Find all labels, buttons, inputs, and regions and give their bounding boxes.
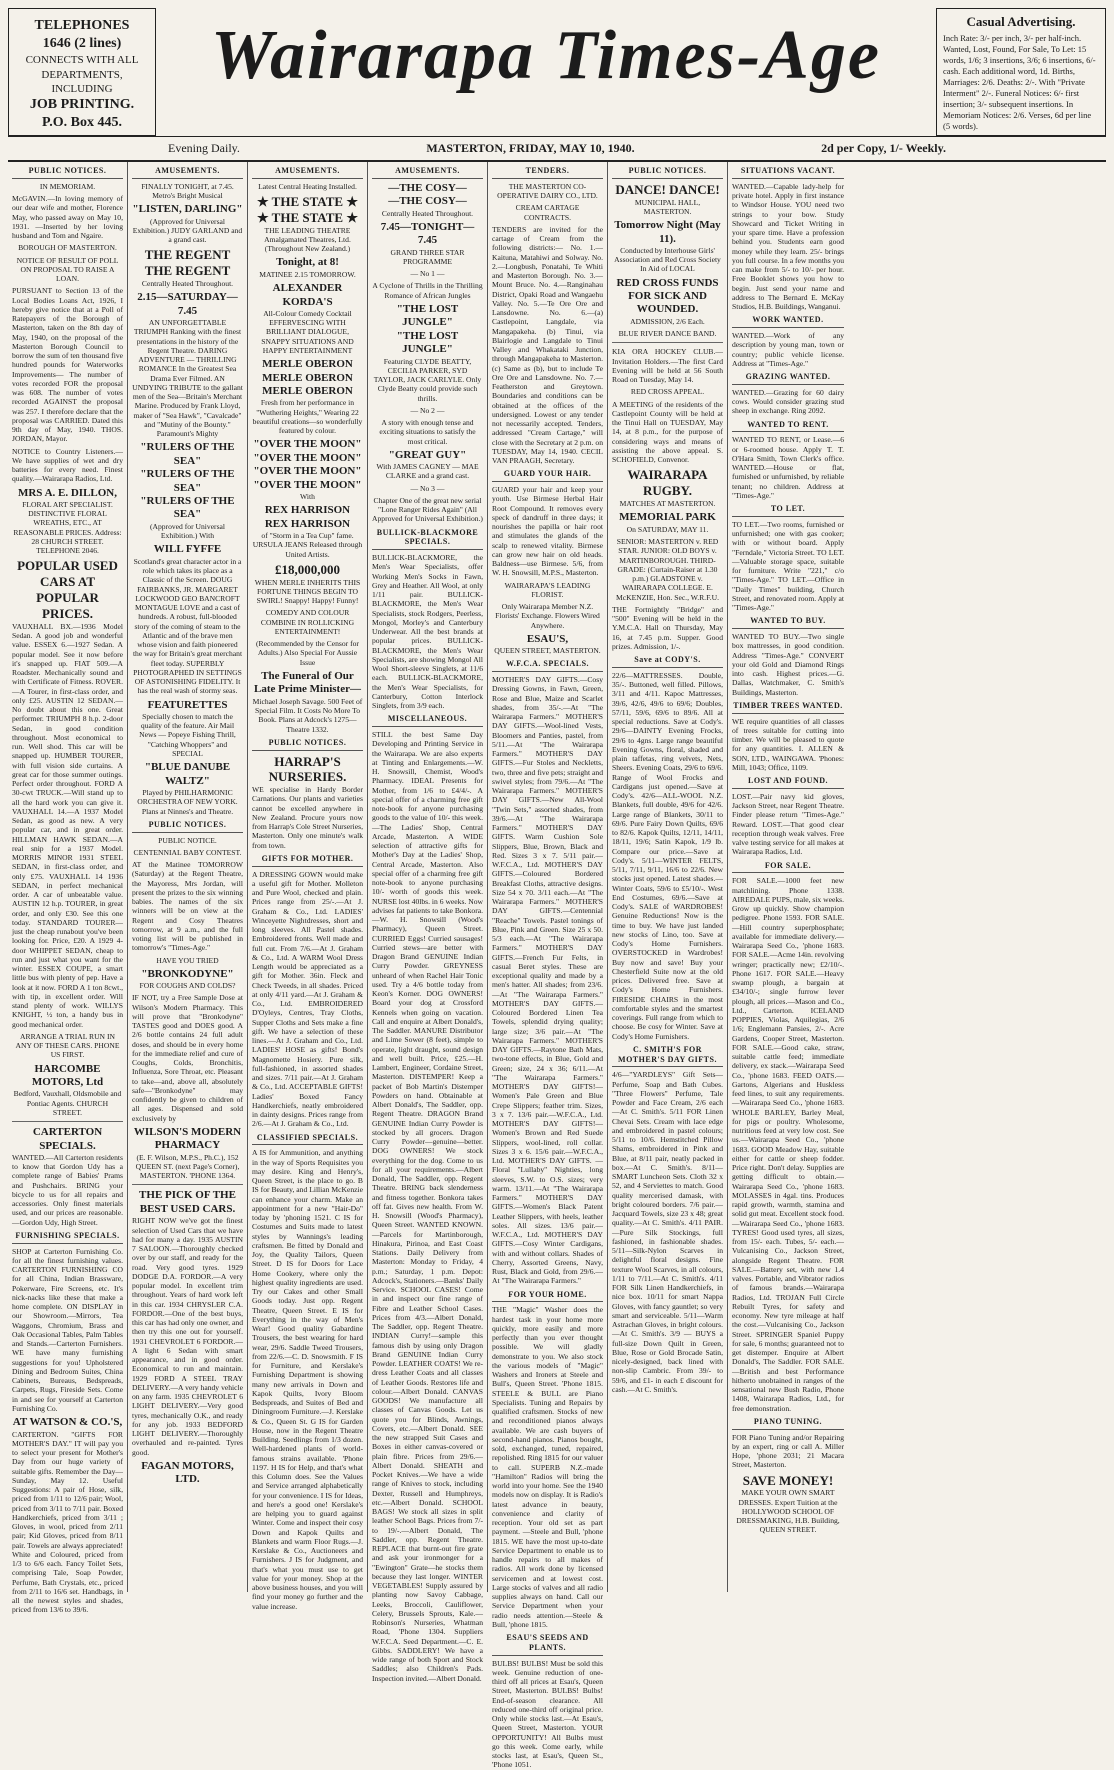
divider	[612, 342, 723, 343]
column-5: TENDERS. THE MASTERTON CO-OPERATIVE DAIRY CO., LTD. CREAM CARTAGE CONTRACTS. TENDERS are invited for the cartage of Cream from the following districts:— No. 1.—Kaituna, Matahiwi and Solway. No. 2.—Longbush, Ponatahi, Te Whiti and Masterton Borough. No. 3.—Mount Bruce. No. 4.—Ranginahau District, Opaki Road and Wangaehu Valley. No. 5.—Te Ore Ore and Lansdowne. No. 6.—(a) Castlepoint, Langdale, via Mangapakeha. (b) Tinui, via Blairlogie and Langdale to Tinui Valley and Whakataki Junction, through Mangapakeha to Masterton. (c) Same as (b), but to include Te Ore Ore and Lansdowne. No. 7.—Featherston and Greytown. Boundaries and conditions can be obtained at the offices of the undersigned. Lowest or any tender not necessarily accepted. Tenders, addressed "Cream Cartage," will close with the Secretary at 2 p.m. on TUESDAY, May 14, 1940. CECIL VAN PRAAGH, Secretary. GUARD YOUR HAIR. GUARD your hair and keep your youth. Use Birmese Herbal Hair Root Compound. It removes every speck of dandruff in three days; it nourishes the papilla or hair root and stimulates the glands of the scalp to renewed vitality. Birmese can grow new hair on old heads. Baldness—use Birmese. 5/6, from W. H. Snowsill, M.P.S., Masterton. WAIRARAPA'S LEADING FLORIST. Only Wairarapa Member N.Z. Florists' Exchange. Flowers Wired Anywhere. ESAU'S, QUEEN STREET, MASTERTON. W.F.C.A. SPECIALS. MOTHER'S DAY GIFTS.—Cosy Dressing Gowns, in Fawn, Green, Rose and Blue, Maize and Scarlet shades, from 35/-.—At "The Wairarapa Farmers." MOTHER'S DAY GIFTS.—Wool-lined Vests, Bloomers and Panties, pastel, from 5/11.—At "The Wairarapa Farmers." MOTHER'S DAY GIFTS.—Fur Stoles and Neckletts, two, three and five pets; straight and swivel styles; from 79/6.—At "The Wairarapa Farmers." MOTHER'S DAY GIFTS.—New All-Wool "Twin Sets," assorted shades, from 39/6.—At "The Wairarapa Farmers." MOTHER'S DAY GIFTS. Warm Cushion Sole Slippers, Blue, Brown, Black and Red. Sizes 3 x 7. 5/11 pair.—W.F.C.A., Ltd. MOTHER'S DAY GIFTS.—Coloured Bordered Breakfast Cloths, attractive designs. Size 54 x 70. 3/11 each.—At "The Wairarapa Farmers." MOTHER'S DAY GIFTS.—Centennial "Reache" Towels. Pastel tonings of Blue, Pink and Green. Size 25 x 50. 5/3 each.—At "The Wairarapa Farmers." MOTHER'S DAY GIFTS.—French Fur Felts, in casual Beret styles. These are exceptional quality and made by a men's hatter. All shades; from 23/6.—At "The Wairarapa Farmers." MOTHER'S DAY GIFTS.—Coloured Bordered Linen Tea Towels, splendid drying quality; large size; 3/6 pair.—At "The Wairarapa Farmers." MOTHER'S DAY GIFTS.—Raytone Bath Mats, two-tone effects, in Blue, Gold and Green; size, 24 x 36; 6/11.—At "The Wairarapa Farmers." MOTHER'S DAY GIFTS!—Women's Pale Green and Blue Crepe Slippers; feather trim. Sizes, 3 x 7. 13/6 pair.—W.F.C.A., Ltd. MOTHER'S DAY GIFTS!—Women's Brown and Red Suede Slippers, wool-lined, roll collar. Sizes 3 x 6. 15/6 pair.—W.F.C.A., Ltd. MOTHER'S DAY GIFTS. — Floral "Lullaby" Nighties, long sleeves, S.W. to O.S. sizes; very warm. 13/11.—At "The Wairarapa Farmers." MOTHER'S DAY GIFTS.—Women's Black Patent Leather Slippers, with heels, leather soles. All sizes. 13/6 pair.—W.F.C.A., Ltd. MOTHER'S DAY GIFTS.—Cosy Winter Cardigans, with and without collars. Shades of Cherry, Assorted Greens, Navy, Rust, Black and Gold, from 29/6.—At "The Wairarapa Farmers." FOR YOUR HOME. THE "Magic" Washer does the hardest task in your home more quickly, more easily and more perfectly than you ever thought possible. We will gladly demonstrate to you. We also stock the various models of "Magic" Washers and Ironers at Steele and Bull's, Queen Street. 'Phone 1815. STEELE & BULL are Piano Specialists. Tuning and Repairs by qualified craftsmen. Stocks of new and reconditioned pianos always available. We are cash buyers of second-hand pianos. Pianos bought, sold, exchanged, tuned, repaired, repolished. Ring 1815 for our valuer to call. SUPERB N.Z.-made "Hamilton" Radios will bring the world into your home. See the 1940 models now on display. It is Radio's latest advance in beauty, convenience and clarity of reception. Your old set as part payment. —Steele and Bull, 'phone 1815. WE have the most up-to-date Service Department to enable us to handle repairs to all makes of radios. All work done by licensed servicemen and at lowest cost. Large stocks of valves and all radio supplies always on hand. Call our Service Department when your radio needs attention.—Steele & Bull, 'phone 1815. ESAU'S SEEDS AND PLANTS. BULBS! BULBS! Must be sold this week. Genuine reduction of one-third off all prices at Esau's, Queen Street, Masterton. BULBS! Bulbs! End-of-season clearance. All reduced one-third off original price. Only while stocks last.—At Esau's, Queen Street, Masterton. YOUR OPPORTUNITY! All Bulbs must go this week. Come early, while stocks last, at Esau's, Queen St., 'Phone 1051.	[488, 162, 608, 1592]
dateline-center: MASTERTON, FRIDAY, MAY 10, 1940.	[426, 141, 635, 155]
dateline	[8, 137, 1106, 162]
dateline-right: 2d per Copy, 1/- Weekly.	[821, 141, 946, 155]
advertising-rates-box: Casual Advertising. Inch Rate: 3/- per inch, 3/- per half-inch. Wanted, Lost, Found, For Sale, To Let: 15 words, 1/6; 3 insertions, 3/6; 6 insertions, 6/- cash. Each additional word, 1d. Births, Marriages: 2/6. Deaths: 2/-. With "Private Interment" 2/-. Funeral Notices: 6/- first insertion; 3/- subsequent insertions. In Memoriam Notices: 2/6. Verses, 6d per line (5 words).	[936, 8, 1106, 136]
divider	[132, 1184, 243, 1185]
masthead	[8, 8, 1106, 137]
dateline-left: Evening Daily.	[168, 141, 240, 155]
column-1: PUBLIC NOTICES. IN MEMORIAM. McGAVIN.—In loving memory of our dear wife and mother, Florence May, who passed away on May 10, 1931. —Inserted by her loving husband and Tom and Ngaire. BOROUGH OF MASTERTON. NOTICE OF RESULT OF POLL ON PROPOSAL TO RAISE A LOAN. PURSUANT to Section 13 of the Local Bodies Loans Act, 1926, I hereby give notice that at a Poll of Ratepayers of the Borough of Masterton, taken on the 8th day of May, 1940, on the proposal of the Masterton Borough Council to borrow the sum of ten thousand five hundred pounds for Waterworks Improvements— The number of votes recorded FOR the proposal was 608. The number of votes recorded AGAINST the proposal was 257. I therefore declare that the proposal was CARRIED. Dated this 9th day of May, 1940. THOS. JORDAN, Mayor. NOTICE to Country Listeners.—We have supplies of wet and dry batteries for every need. Finest quality.—Wairarapa Radios, Ltd. MRS A. E. DILLON, FLORAL ART SPECIALIST. DISTINCTIVE FLORAL WREATHS, ETC., AT REASONABLE PRICES. Address: 28 CHURCH STREET. TELEPHONE 2046. POPULAR USED CARS AT POPULAR PRICES. VAUXHALL BX.—1936 Model Sedan. A good job and wonderful value. ESSEX 6.—1927 Sedan. A popular model. See it now before it's snapped up. FIAT 509.—A Roadster. Mechanically sound and with Certificate of Fitness. ROVER.—A Tourer, in first-class order, and only £25. AUSTIN 12 SEDAN.—No doubt about this one. Great performer. TRIUMPH 8 h.p. 2-door Sedan, in good condition throughout. Most economical to run. Well shod. This car will be snapped up. HUMBER TOURER, with full vision side curtains. A great car for those summer outings. Perfect order throughout. FORD A 30-cwt TRUCK.—Will stand up to all the hard work you can give it. VAUXHALL 14.—A 1937 Model Sedan, as good as new. A very popular car, and in great order. HILLMAN HAWK SEDAN.—A real snip for a 1937 Model. MORRIS MINOR 1931 STEEL SEDAN, in first-class order, and only £75. VAUXHALL 14 1936 SEDAN, in perfect mechanical order. A car of unbeatable value. AUSTIN 12 h.p. TOURER, in great order, and only £30. See this one today. STANDARD TOURER—just the cheap runabout you've been looking for. Price, £20. A 1929 4-door WHIPPET SEDAN, cheap to run and just what you want for the winter. ESSEX COUPE, a smart little bus with plenty of pep. Have a look at it now. FORD A 1 ton 8cwt., with tip, in excellent order. Will stand plenty of work. WILLYS KNIGHT, ½ ton, a handy bus in good mechanical order. ARRANGE A TRIAL RUN IN ANY OF THESE CARS. PHONE US FIRST. HARCOMBE MOTORS, Ltd Bedford, Vauxhall, Oldsmobile and Pontiac Agents. CHURCH STREET. CARTERTON SPECIALS. WANTED.—All Carterton residents to know that Gordon Udy has a complete range of Babies' Prams and Pushchairs. BRING your bicycle to us for all repairs and accessories. Only finest materials used, and our prices are reasonable.—Gordon Udy, High Street. FURNISHING SPECIALS. SHOP at Carterton Furnishing Co. for all the finest furnishing values. CARTERTON FURNISHING CO for all China, Indian Brassware, Pokerware, Fire Screens, etc. It's nick-nacks like these that make a home complete. ON DISPLAY in our Showroom.—Mirrors, Tea Waggons, Chromium, Brass and Oak Occasional Tables, Palm Tables and Stands.—Carterton Furnishers. WE have many furnishing suggestions for you! Upholstered Dining and Bedroom Suites, China Cabinets, Bureaus, Bedspreads, Carpets, Rugs, Fireside Sets. Come in and see for yourself at Carterton Furnishing Co. AT WATSON & CO.'S, CARTERTON. "GIFTS FOR MOTHER'S DAY." IT will pay you to select your present for Mother's Day from our huge variety of suitable gifts. Remember the Day—Sunday, May 12. Useful Suggestions: A pair of Hose, silk, priced from 1/11 to 12/6 pair; Wool, priced from 3/11 to 7/11 pair. Boxed Handkerchiefs, priced from 3/11 ; Gloves, in wool, priced from 2/11 pair; Kid Gloves, priced from 8/11 pair. Towels are always appreciated! White and Coloured, priced from 1/3 to 6/6 each. Fancy Toilet Sets, comprising Tale, Soap Powder, Perfume, Bath Crystals, etc., priced from 2/11 to 16/6 set. Handbags, in all the newest styles and shades, priced from 13/6 to 39/6.	[8, 162, 128, 1592]
divider	[12, 1121, 123, 1122]
newspaper-page	[8, 8, 1106, 1770]
column-7: SITUATIONS VACANT. WANTED.—Capable lady-help for private hotel. Apply in first instance to Windsor House. YOU need two strings to your bow. Study Showcard and Ticket Writing in your spare time. Have a profession behind you. Students earn good money while they learn. 25/- brings you full course. In a few months you can make from 5/- to 10/- per hour. Free Booklet shows you how to begin. Just send your name and address to The Bernard E. McKay Studios, H.B. Buildings, Wanganui. WORK WANTED. WANTED.—Work of any description by young man, town or country; public vehicle license. Address at "Times-Age." GRAZING WANTED. WANTED.—Grazing for 60 dairy cows. Would consider grazing stud sheep in exchange. Ring 2092. WANTED TO RENT. WANTED TO RENT, or Lease.—6 or 6-roomed house. Apply T. T. O'Hara Smith, Town Clerk's office. WANTED.—House or flat, furnished or unfurnished, by reliable tenant; no children. Address at "Times-Age." TO LET. TO LET.—Two rooms, furnished or unfurnished; one with gas cooker; with or without board. Apply "Ferndale," Victoria Street. TO LET.—Valuable storage space, suitable for furniture. Write "221," c/o "Times-Age." TO LET.—Office in "Daily Times" building, Church Street, and renovated room. Apply at "Times-Age." WANTED TO BUY. WANTED TO BUY.—Two single box mattresses, in good condition. Address "Times-Age." CONVERT your old Gold and Diamond Rings into cash. Highest prices.—G. Dallas, Watchmaker, C. Smith's Buildings, Masterton. TIMBER TREES WANTED. WE require quantities of all classes of trees suitable for cutting into timber. We will be pleased to quote for any quantities. I. ALLEN & SON, LTD., WAINGAWA. 'Phones: Mill, 1043; Office, 1109. LOST AND FOUND. LOST.—Pair navy kid gloves, Jackson Street, near Regent Theatre. Finder please return "Times-Age." Reward. LOST.—That good clear reception through weak valves. Free valve testing service for all makes at Wairarapa Radios, Ltd. FOR SALE. FOR SALE.—1000 feet new matchlining. Phone 1338. AIREDALE PUPS, male, six weeks. Grow up quickly. Show champion pedigree. Phone 1593. FOR SALE.—Hill country superphosphate; available for immediate delivery.—Wairarapa Seed Co., 'phone 1683. FOR SALE.—Acme 14in. revolving wringer; practically new; £2/10/-. Phone 1617. FOR SALE.—Heavy swamp plough, a bargain at £34/10/-; single furrow lever plough, all prices.—Mason and Co., Ltd., Carterton. ICELAND POPPIES, Violas, Aquilegias, 2/6 1/6; Englemann Pansies, 2/-. Acre Gardens, Cooper Street, Masterton. FOR SALE.—Good cake, straw, suitable cattle feed; immediate delivery, ex stack.—Wairarapa Seed Co., 'phone 1683. FEED OATS.—Gartons, Algerians and Huskless feed lines, to suit any requirements.—Wairarapa Seed Co., 'phone 1683. WHOLE BARLEY, Barley Meal, for pigs or poultry. Wholesome, nutritious feed at very low cost. See us.—Wairarapa Seed Co., 'phone 1683. GOOD Meadow Hay, suitable either for cattle or sheep fodder. Price right. Don't delay. Supplies are getting difficult to obtain.—Wairarapa Seed Co., 'phone 1683. MOLASSES in 4gal. tins. Produces rapid growth, warmth, stamina and solid gut meat. Excellent stock food.—Wairarapa Seed Co., 'phone 1683. TYRES! Good used tyres, all sizes, from 15/- each. Tubes, 5/- each.—Vulcanising Co., Jackson Street, alongside Regent Theatre. FOR SALE.—Battery set, with new 1.4 valves. Portable, and Vibrator radios of famous brands.—Wairarapa Radios, Ltd. TROJAN Full Circle Rebuilt Tyres, for safety and economy. New tyre mileage at half the cost.—Vulcanising Co., Jackson Street. SPRINGER Spaniel Puppy for sale, 6 months; guaranteed not to get distemper. Enquire at Albert Donald's, The Saddler. FOR SALE.—British and best Performance hitherto unobtained in ranges of the sensational new Bush Radio, Phone 1408, Wairarapa Radios, Ltd., for free demonstration. PIANO TUNING. FOR Piano Tuning and/or Repairing by an expert, ring or call A. Miller Hope, 'phone 2031; 21 Macara Street, Masterton. SAVE MONEY! MAKE YOUR OWN SMART DRESSES. Expert Tuition at the HOLLYWOOD SCHOOL OF DRESSMAKING, H.B. Building, QUEEN STREET.	[732, 166, 845, 1535]
column-6: PUBLIC NOTICES. DANCE! DANCE! MUNICIPAL HALL, MASTERTON. Tomorrow Night (May 11). Conducted by Interhouse Girls' Association and Red Cross Society In Aid of LOCAL RED CROSS FUNDS FOR SICK AND WOUNDED. ADMISSION, 2/6 Each. BLUE RIVER DANCE BAND. KIA ORA HOCKEY CLUB.—Invitation Holders.—The first Card Evening will be held at 56 South Road on Tuesday, May 14. RED CROSS APPEAL. A MEETING of the residents of the Castlepoint County will be held at the Tinui Hall on TUESDAY, May 14, at 8 p.m., for the purpose of considering ways and means of assisting the above appeal. S. SCHOFIELD, Convenor. WAIRARAPA RUGBY. MATCHES AT MASTERTON. MEMORIAL PARK On SATURDAY, MAY 11. SENIOR: MASTERTON v. RED STAR. JUNIOR: OLD BOYS v. MARTINBOROUGH. THIRD-GRADE: (Curtain-Raiser at 1.30 p.m.) GLADSTONE v. WAIRARAPA COLLEGE. E. McKENZIE, Hon. Sec., W.R.F.U. THE Fortnightly "Bridge" and "500" Evening will be held in the Y.M.C.A. Hall on Thursday, May 16, at 7.45 p.m. Supper. Good prizes. Admission, 1/-. Save at CODY'S. 22/6—MATTRESSES. Double, 35/-. Buttoned, well filled. Pillows, 3/11 and 4/11. Kapoc Mattresses, 39/6, 42/6, 49/6 to 69/6; Doubles, 57/11, 59/6, 69/6 to 89/6. All at special reductions. Save at Cody's. 29/6—DAINTY Evening Frocks, 29/6 to 4gns. Large range beautiful Evening Gowns, floral, shaded and plain taffetas, ring velvets, Nets, Sheers. Evening Coats, 29/6 to 69/6. Range of Wool Frocks and Cardigans just opened.—Save at Cody's. 42/6—ALL-WOOL N.Z. Blankets, full double, 49/6 for 42/6. Large range of Blankets, 30/11 to 69/6. Pure Fairy Down Quilts, 69/6 to 82/6. Kapok Quilts, 12/11, 14/11, 18/11, 19/6; Satin Kapok, 1/9 lb. Compare our price.—Save at Cody's. 5/11—WINTER FELTS, 5/11, 7/11, 9/11, 16/6 to 22/6. New stocks just opened. Latest shades.—Winter Coats, 59/6 to £5/10/-. West End Costumes, 69/6.—Save at Cody's. SALE of WARDROBES! Genuine Reductions! Now is the time to buy. We have just landed new stocks of Lino, too. Save at Cody's Home Furnishers. OVERSTOCKED in Wardrobes! Buy now and save! Buy your Chesterfield Suite now at the old prices. Delivered free. Save at Cody's Home Furnishers. FIRESIDE CHAIRS in the most comfortable styles and the smartest coverings. Full range from which to choose. Be cosy for Winter. Save at Cody's Home Furnishers. C. SMITH'S FOR MOTHER'S DAY GIFTS. 4/6—"YARDLEYS" Gift Sets—Perfume, Soap and Bath Cubes. "Three Flowers" Perfume, Tale Powder and Face Cream, 2/6 each—At C. Smith's. 5/11 FOR Linen Chevai Sets. Cream with lace edge and embroidered in pastel colours; 5/11 to 10/6. Hemstitched Pillow Shams, embroidered in Pink and Blue, at 8/11 pair, neatly packed in box.—At C. Smith's. 8/11—SMART Luncheon Sets. Cloth 32 x 52, and 4 Serviettes to match. Good quality mercerised damask, with bright coloured borders. 7/6 pair.—Jacquard Towels, size 23 x 48; great quality.—At C. Smith's. 4/11 PAIR.—Pure Silk Stockings, full fashioned, in fashionable shades. 5/11—Silk-Nylon Scarves in delightful floral designs. Fine texture Wool Scarves, in all colours, 1/11 to 7/11.—At C. Smith's. 4/11 FOR Silk Linen Handkerchiefs, in nice box. 10/11 for smart Nappa Gloves, with fancy gauntlet; so very smart and serviceable. 5/11—Warm Astrachan Gloves, in bright colours.—At C. Smith's. 3/9 — BUYS a full-size Down Quilt in Green, Blue, Rose or Gold Brocade Satin, nicely-designed, back lined with non-slip Cambric. From 39/- to 59/6, and £1- in each £ discount for cash.—At C. Smith's.	[608, 162, 728, 1592]
masthead-title-area	[156, 8, 936, 136]
column-3: AMUSEMENTS. Latest Central Heating Installed. ★ THE STATE ★ ★ THE STATE ★ THE LEADING THEATRE Amalgamated Theatres, Ltd. (Throughout New Zealand.) Tonight, at 8! MATINEE 2.15 TOMORROW. ALEXANDER KORDA'S All-Colour Comedy Cocktail EFFERVESCING WITH BRILLIANT DIALOGUE, SNAPPY SITUATIONS AND HAPPY ENTERTAINMENT MERLE OBERON MERLE OBERON MERLE OBERON Fresh from her performance in "Wuthering Heights," Wearing 22 beautiful creations—so wonderfully featured by colour. "OVER THE MOON" "OVER THE MOON" "OVER THE MOON" "OVER THE MOON" With REX HARRISON REX HARRISON of "Storm in a Tea Cup" fame. URSULA JEANS Released through United Artists. £18,000,000 WHEN MERLE INHERITS THIS FORTUNE THINGS BEGIN TO SWIRL! Snappy! Happy! Funny! COMEDY AND COLOUR COMBINE IN ROLLICKING ENTERTAINMENT! (Recommended by the Censor for Adults.) Also Special For Aussie Issue The Funeral of Our Late Prime Minister— Michael Joseph Savage. 500 Feet of Special Film. It Costs No More To Book. Plans at Adcock's 1275—Theatre 1332. PUBLIC NOTICES. HARRAP'S NURSERIES. WE specialise in Hardy Border Carnations. Our plants and varieties cannot be excelled anywhere in New Zealand. Procure yours now from Harrap's Cole Street Nurseries, Masterton. Only one minute's walk from town. GIFTS FOR MOTHER. A DRESSING GOWN would make a useful gift for Mother. Molleton and Pure Wool, checked and plain. Prices range from 25/-.—At J. Graham & Co., Ltd. LADIES' Winceyette Nightdresses, short and long sleeves. All Pastel shades. Embroidered fronts. Well made and full cut. From 7/6.—At J. Graham & Co., Ltd. A WARM Wool Dress Length would be appreciated as a gift for Mother. 36in. Fleck and Check Tweeds, in all shades. Priced at only 4/11 yard.—At J. Graham & Co., Ltd. EMBROIDERED D'Oyleys, Centres, Tray Cloths, Supper Cloths and Sets make a fine gift. We have a selection of these lines.—At J. Graham and Co., Ltd. LADIES' HOSE as gifts! Bond's Magnomette Hosiery. Pure silk, full-fashioned, in assorted shades and sizes. 7/11 pair.—At J. Graham & Co., Ltd. ACCEPTABLE GIFTS! Ladies' Boxed Fancy Handkerchiefs, neatly embroidered in dainty designs. Prices range from 2/6.—At J. Graham & Co., Ltd. CLASSIFIED SPECIALS. A IS for Ammunition, and anything in the way of Sports Requisites you may desire. King and Henry's, Queen Street, is the place to go. B IS for Beauty, and Lillian McKenzie can enhance your charm. Make an appointment for a new "Hair-Do" today by 'phoning 1521. C IS for Costumes and Suits made to latest styles by Wannings's leading craftsmen. Be fitted by Donald and Joy, the Quality Tailors, Queen Street. D IS for Doors for Lace Home Cookery, where only the highest quality ingredients are used. Try our Cakes and other Small Goods today. Just opp. Regent Theatre, Queen Street. E IS for Everything in the way of Men's Wear! Good quality Gabardine Trousers, the best wearing for hard wear, 29/6. Saddle Tweed Trousers, from 22/6.—C. D. Snowsmith. F IS for Furniture, and Kerslake's Furnishing Department is showing many new arrivals in Down and Kapok Quilts, Ivory Bloom Bedspreads, and Suites of Bed and Diningroom Furniture.—J. Kerslake & Co., Queen St. G IS for Garden House, now in the Regent Theatre Building. Seedlings from 1/3 dozen. Well-hardened plants of world-famous strains available. 'Phone 1197. H IS for Help, and that's what this Column does. See the Values and Service arranged alphabetically for your convenience. I IS for Ideas, and here's a good one! Kerslake's are helping you to guard against Winter. Come and inspect their cosy Down and Kapok Quilts and Blankets and warm Floor Rugs.—J. Kerslake & Co., Auctioneers and Furnishers. J IS for Judgment, and that's what you must use to get value for your money. Shop at the above business houses, and you will find your money go further and the value increase.	[248, 162, 368, 1592]
column-2: AMUSEMENTS. FINALLY TONIGHT, at 7.45. Metro's Bright Musical "LISTEN, DARLING" (Approved for Universal Exhibition.) JUDY GARLAND and a grand cast. THE REGENT THE REGENT Centrally Heated Throughout. 2.15—SATURDAY—7.45 AN UNFORGETTABLE TRIUMPH Ranking with the finest presentations in the history of the Regent Theatre. DARING ADVENTURE — THRILLING ROMANCE In the Greatest Sea Drama Ever Filmed. AN UNDYING TRIBUTE to the gallant men of the Sea—Britain's Merchant Marine. Produced by Frank Lloyd, maker of "Sea Hawk", "Cavalcade" and "Mutiny of the Bounty." Paramount's Mighty "RULERS OF THE SEA" "RULERS OF THE SEA" "RULERS OF THE SEA" (Approved for Universal Exhibition.) With WILL FYFFE Scotland's great character actor in a role which takes its place as a Classic of the Screen. DOUG FAIRBANKS, JR. MARGARET LOCKWOOD GEO BANCROFT MONTAGUE LOVE and a cast of hundreds. A robust, full-blooded story of the coming of steam to the Atlantic and of the brave men whose vision and faith pioneered the way for Britain's great merchant fleet today. SUPERBLY PHOTOGRAPHED IN SETTINGS OF ASTONISHING FIDELITY. It has the real wash of stormy seas. FEATURETTES Specially chosen to match the quality of the feature. Air Mail News — Popeye Fishing Thrill, "Catching Whoppers" and SPECIAL "BLUE DANUBE WALTZ" Played by PHILHARMONIC ORCHESTRA OF NEW YORK. Plans at Ninnes's and Theatre. PUBLIC NOTICES. PUBLIC NOTICE. CENTENNIAL BABY CONTEST. AT the Matinee TOMORROW (Saturday) at the Regent Theatre, the Mayoress, Mrs Jordan, will present the prizes to the six winning babies. The names of the six winners will be on view at the Regent and Cosy Theatres tomorrow, at 9 a.m., and the full voting list will be published in tomorrow's "Times-Age." HAVE YOU TRIED "BRONKODYNE" FOR COUGHS AND COLDS? IF NOT, try a Free Sample Dose at Wilson's Modern Pharmacy. This will prove that "Bronkodyne" TASTES good and DOES good. A 2/6 bottle contains 24 full adult doses, and should be in every home for the immediate relief and cure of Coughs, Colds, Bronchitis, Influenza, Sore Throat, etc. Pleasant to take—and, above all, absolutely safe—"Bronkodyne" may confidently be given to children of all ages. Dispensed and sold exclusively by WILSON'S MODERN PHARMACY (E. F. Wilson, M.P.S., Ph.C.), 152 QUEEN ST. (next Page's Corner), MASTERTON. 'PHONE 1364. THE PICK OF THE BEST USED CARS. RIGHT NOW we've got the finest selection of Used Cars that we have had for many a day. 1935 AUSTIN 7 SALOON.—Thoroughly checked over by our staff, and ready for the road. Very good tyres. 1929 DODGE D.A. FORDOR.—A very popular model. In excellent trim throughout. Years of hard work left in this car. 1934 CHRYSLER C.A. FORDOR.—One of the best buys, this car has had only one owner, and then try this one out for yourself. 1931 CHEVROLET 6 FORDOR.—A light 6 Sedan with smart appearance, and in good order. Economical to run and maintain. 1929 FORD A STEEL TRAY DELIVERY.—A very handy vehicle on any farm. 1935 CHEVROLET 6 LIGHT DELIVERY.—Very good tyres, mechanically O.K., and ready for any job. 1933 BEDFORD LIGHT DELIVERY.—Thoroughly overhauled and re-painted. Tyres good. FAGAN MOTORS, LTD.	[128, 162, 248, 1592]
columns	[8, 162, 1106, 1770]
telephone-box: TELEPHONES 1646 (2 lines) CONNECTS WITH ALL DEPARTMENTS, INCLUDING JOB PRINTING. P.O. Box 445.	[8, 8, 156, 136]
column-4: AMUSEMENTS. —THE COSY— —THE COSY— Centrally Heated Throughout. 7.45—TONIGHT—7.45 GRAND THREE STAR PROGRAMME — No 1 — A Cyclone of Thrills in the Thrilling Romance of African Jungles "THE LOST JUNGLE" "THE LOST JUNGLE" Featuring CLYDE BEATTY, CECILIA PARKER, SYD TAYLOR, JACK CARLYLE. Only Clyde Beatty could provide such thrills. — No 2 — A story with enough tense and exciting situations to satisfy the most critical. "GREAT GUY" With JAMES CAGNEY — MAE CLARKE and a grand cast. — No 3 — Chapter One of the great new serial "Lone Ranger Rides Again" (All Approved for Universal Exhibition.) BULLICK-BLACKMORE SPECIALS. BULLICK-BLACKMORE, the Men's Wear Specialists, offer Working Men's Socks in Fawn, Grey and Heather. All Wool, at only 1/11 pair. BULLICK-BLACKMORE, the Men's Wear Specialists, stock Rodgers, Peerless, Mongol, Morley's and Canterbury Underwear. All the best brands at popular prices. BULLICK-BLACKMORE, the Men's Wear Specialists, are showing Mongol All Wool Short-sleeve Singlets, at 11/6 each. BULLICK-BLACKMORE, the Men's Wear Specialists, for Canterbury, Cotton Interlock Singlets, from 3/9 each. MISCELLANEOUS. STILL the best Same Day Developing and Printing Service in the Wairarapa. We are also experts at Tinting and Enlargements.—W. H. Snowsill, Chemist, Wood's Pharmacy. IDEAL Presents for Mother, from 1/6 to £4/4/-. A special offer of a charming free gift note-book for anyone purchasing goods to the value of 10/- this week.—The Ladies' Shop, Central Arcade, Masterton. A WIDE selection of attractive gifts for Mother's Day at the Ladies' Shop, Central Arcade, Masterton. Also special offer of a charming free gift note-book to anyone purchasing 10/- worth of goods this week. NURSE lost 40lbs. in 6 weeks. Now advises fat patients to take Bonkora.—W. H. Snowsill (Wood's Pharmacy), Queen Street. CURRIED Eggs! Curried sausages! Curried stews—are better with Dragon Brand GENUINE Indian Curry Powder. GREYNESS unheard of when Rachel Hair Tonic used. Try a 4/6 bottle today from Keon's Korner. DOG OWNERS! Board your dog at Crossford Kennels when going on vacation. Call and enquire at Albert Donald's, The Saddler. MANURE Distributor and Lime Sower (8 feet), simple to operate, light draught, sound design and well built. Price, £25.—H. Lambert, Engineer, Cordaine Street, Masterton. DISTEMPER! Keep a packet of Bob Martin's Distemper Powders on hand. Obtainable at Albert Donald's, The Saddler, opp. Regent Theatre. DRAGON Brand GENUINE Indian Curry Powder is stocked by all grocers. Dragon Curry Powder—genuine—better. DOG OWNERS! We stock everything for the dog. Come to us for all your requirements.—Albert Donald, The Saddler, opp. Regent Theatre. BRING back slenderness and fitness together. Bonkora takes off fat. Gives new health. From W. H. Snowsill (Wood's Pharmacy), Queen Street. WANTED KNOWN.—Parcels for Martinborough, Hinakura, Pirinoa, and East Coast Stations. Daily Delivery from Masterton: Monday to Friday, 4 p.m.; Saturday, 1 p.m. Depot: Adcock's, Stationers.—Banks' Daily Service. SCHOOL CASES! Come in and inspect our fine range of Fibre and Leather School Cases. Prices from 4/3.—Albert Donald, The Saddler, opp. Regent Theatre. INDIAN Curry!—sample this famous dish by using only Dragon Brand GENUINE Indian Curry Powder. LEATHER COATS! We re-dress Leather Coats and all classes of Leather Goods. Restores life and colour.—Albert Donald. CANVAS GOODS! We manufacture all classes of Canvas Goods. Let us quote you for Blinds, Awnings, Covers, etc.—Albert Donald. SEE the new strapped Suit Cases and Boxes in either canvas-covered or plain fibre. Prices from 29/6.—Albert Donald. SHEATH and Pocket Knives.—We have a wide range of Knives to stock, including Dexter, Russell and Humphreys, etc.—Albert Donald. SCHOOL BAGS! We stock all sizes in split leather School Bags. Prices from 7/- to 19/-.—Albert Donald, The Saddler, opp. Regent Theatre. REPLACE that burnt-out fire grate and ask your ironmonger for a "Ewington" Grate—he stocks them because they last longer. WINTER VEGETABLES! Supply assured by planting now Savoy Cabbage, Leeks, Broccoli, Cauliflower, Celery, Brussels Sprouts, Kale.—Robinson's Nurseries, Whatman Road, 'Phone 1304. Suppliers W.F.C.A. Seed Department.—C. E. Gibbs. SADDLERY! We have a wide range of both Sport and Stock Saddles; also Children's Pads. Inspection invited.—Albert Donald.	[368, 162, 488, 1592]
newspaper-title: Wairarapa Times-Age	[211, 17, 881, 94]
